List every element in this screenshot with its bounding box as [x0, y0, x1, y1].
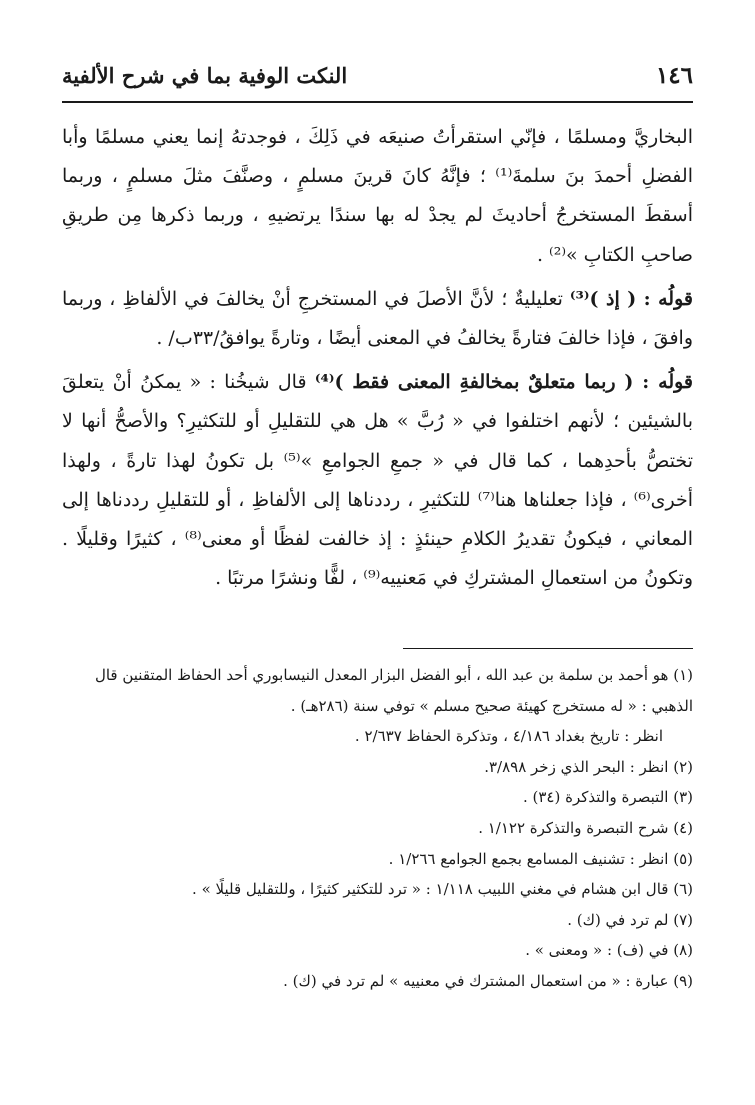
footnote-8: (٨) في (ف) : « ومعنى » .	[525, 941, 693, 960]
footnote-5: (٥) انظر : تشنيف المسامع بجمع الجوامع ١/٢٦٦ .	[388, 849, 693, 868]
footnote-6: (٦) قال ابن هشام في مغني اللبيب ١/١١٨ : « ترد للتكثير كثيرًا ، وللتقليل قليلًا » .	[192, 880, 693, 899]
page-number: ١٤٦	[655, 61, 693, 89]
footnote-1: (١) هو أحمد بن سلمة بن عبد الله ، أبو الفضل البزار المعدل النيسابوري أحد الحفاظ المتقنين قال الذهبي : « له مستخرج كهيئة صحيح مسلم » توفي سنة (٢٨٦هـ) .	[94, 666, 693, 715]
header-divider	[62, 101, 693, 103]
footnote-1-ref: انظر : تاريخ بغداد ٤/١٨٦ ، وتذكرة الحفاظ ٢/٦٣٧ .	[354, 727, 663, 746]
footnote-9: (٩) عبارة : « من استعمال المشترك في معنييه » لم ترد في (ك) .	[283, 971, 693, 990]
main-text	[62, 118, 693, 603]
running-title: النكت الوفية بما في شرح الألفية	[62, 62, 348, 88]
paragraph-2-text: تعليليةٌ ؛ لأنَّ الأصلَ في المستخرجِ أنْ يخالفَ في الألفاظِ ، وربما وافقَ ، فإذا خالفَ فتارةً يخالفُ في المعنى أيضًا ، وتارةً يوافقُ/٣٣ب/ .	[62, 287, 693, 350]
footnote-2: (٢) انظر : البحر الذي زخر ٣/٨٩٨.	[484, 757, 693, 776]
footnote-4: (٤) شرح التبصرة والتذكرة ١/١٢٢ .	[478, 818, 693, 837]
footnote-7: (٧) لم ترد في (ك) .	[567, 910, 693, 929]
paragraph-2-lemma: قولُه : ( إذ )⁽³⁾	[569, 287, 693, 310]
footnotes	[62, 660, 693, 997]
footnote-3: (٣) التبصرة والتذكرة (٣٤) .	[522, 788, 693, 807]
paragraph-3-text: قال شيخُنا : « يمكنُ أنْ يتعلقَ بالشيئين ؛ لأنهم اختلفوا في « رُبَّ » هل هي للتقليلِ أو للتكثيرِ؟ والأصحُّ أنها لا تختصُّ بأحدِهما ، كما قال في « جمعِ الجوامعِ »⁽⁵⁾ بل تكونُ لهذا تارةً ، ولهذا أخرى⁽⁶⁾ ، فإذا جعلناها هنا⁽⁷⁾ للتكثيرِ ، رددناها إلى الألفاظِ ، أو للتقليلِ رددناها إلى المعاني ، فيكونُ تقديرُ الكلامِ حينئذٍ : إذ خالفت لفظًا أو معنى⁽⁸⁾ ، كثيرًا وقليلًا . وتكونُ من استعمالِ المشتركِ في مَعنييه⁽⁹⁾ ، لفًّا ونشرًا مرتبًا .	[62, 371, 694, 590]
footnote-divider	[403, 648, 693, 649]
page-header	[62, 58, 693, 92]
paragraph-3	[62, 363, 693, 598]
paragraph-2	[62, 280, 693, 358]
paragraph-3-lemma: قولُه : ( ربما متعلقٌ بمخالفةِ المعنى فقط )⁽⁴⁾	[314, 371, 694, 394]
paragraph-1: البخاريَّ ومسلمًا ، فإنّي استقرأتُ صنيعَه في ذَلِكَ ، فوجدتهُ إنما يعني مسلمًا وأبا الفضلِ أحمدَ بنَ سلمةَ⁽¹⁾ ؛ فإنَّهُ كانَ قرينَ مسلمٍ ، وصنَّفَ مثلَ مسلمٍ ، وربما أسقطَ المستخرجُ أحاديثَ لم يجدْ له بها سندًا يرتضيهِ ، وربما ذكرها مِن طريقِ صاحبِ الكتابِ »⁽²⁾ .	[62, 126, 693, 266]
